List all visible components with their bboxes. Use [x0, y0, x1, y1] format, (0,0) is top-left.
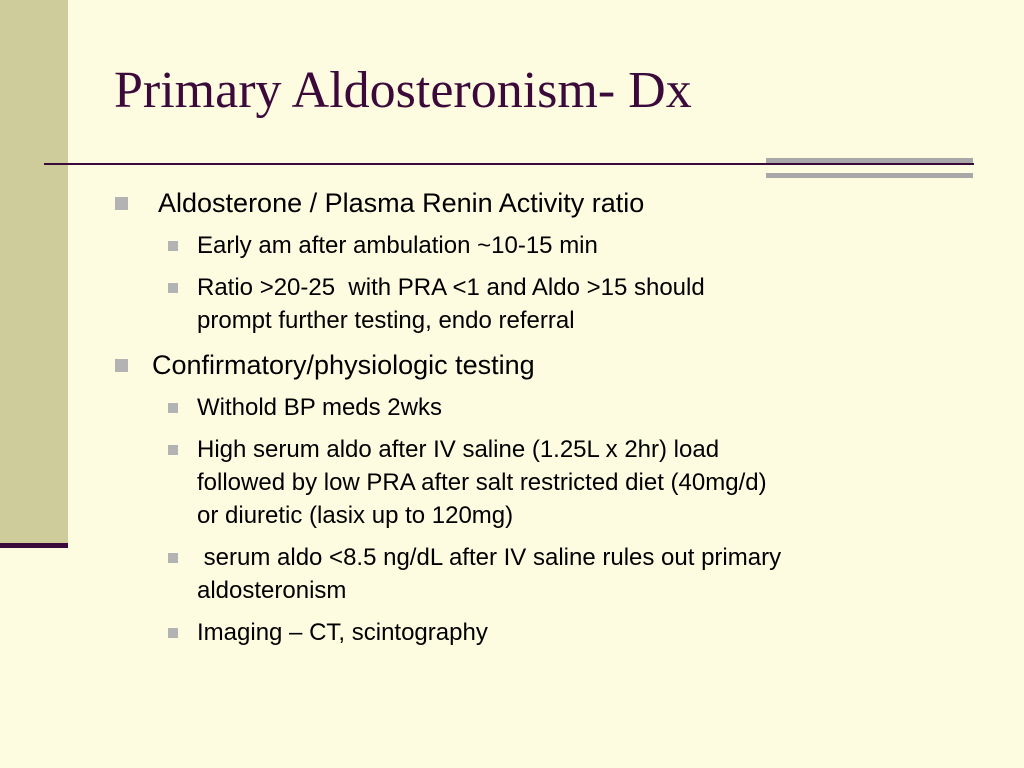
sub-bullet-text: Early am after ambulation ~10-15 min — [197, 232, 598, 259]
left-accent-rule — [0, 543, 68, 548]
sub-bullet-rule-out — [197, 541, 781, 607]
square-bullet-icon — [168, 283, 178, 293]
sub-bullet-line: prompt further testing, endo referral — [197, 307, 575, 334]
left-accent-band — [0, 0, 68, 545]
sub-bullet-line: followed by low PRA after salt restricted diet (40mg/d) — [197, 469, 767, 496]
sub-bullet-line: aldosteronism — [197, 577, 347, 604]
bullet-text: Aldosterone / Plasma Renin Activity ratio — [152, 188, 645, 218]
square-bullet-icon — [168, 445, 178, 455]
sub-bullet-line: High serum aldo after IV saline (1.25L x 2hr) load — [197, 436, 720, 463]
sub-bullet-ratio-threshold — [197, 271, 705, 337]
sub-bullet-text: Imaging – CT, scintography — [197, 619, 488, 646]
bullet-text: Confirmatory/physiologic testing — [152, 350, 535, 380]
square-bullet-icon — [168, 628, 178, 638]
sub-bullet-line: serum aldo <8.5 ng/dL after IV saline rules out primary — [197, 544, 782, 571]
sub-bullet-imaging — [197, 616, 488, 649]
sub-bullet-early-am — [197, 229, 598, 262]
sub-bullet-withold-bp-meds — [197, 391, 442, 424]
decorative-bar-top — [766, 158, 973, 163]
square-bullet-icon — [168, 403, 178, 413]
sub-bullet-line: or diuretic (lasix up to 120mg) — [197, 502, 514, 529]
sub-bullet-saline-load — [197, 433, 767, 532]
sub-bullet-line: Ratio >20-25 with PRA <1 and Aldo >15 should — [197, 274, 705, 301]
slide-title: Primary Aldosteronism- Dx — [114, 62, 692, 119]
bullet-confirmatory-testing — [152, 348, 535, 382]
square-bullet-icon — [168, 553, 178, 563]
decorative-bar-bottom — [766, 173, 973, 178]
sub-bullet-text: Withold BP meds 2wks — [197, 394, 442, 421]
square-bullet-icon — [168, 241, 178, 251]
bullet-aldosterone-renin-ratio — [152, 186, 644, 220]
square-bullet-icon — [115, 197, 128, 210]
title-divider — [44, 163, 974, 165]
square-bullet-icon — [115, 359, 128, 372]
